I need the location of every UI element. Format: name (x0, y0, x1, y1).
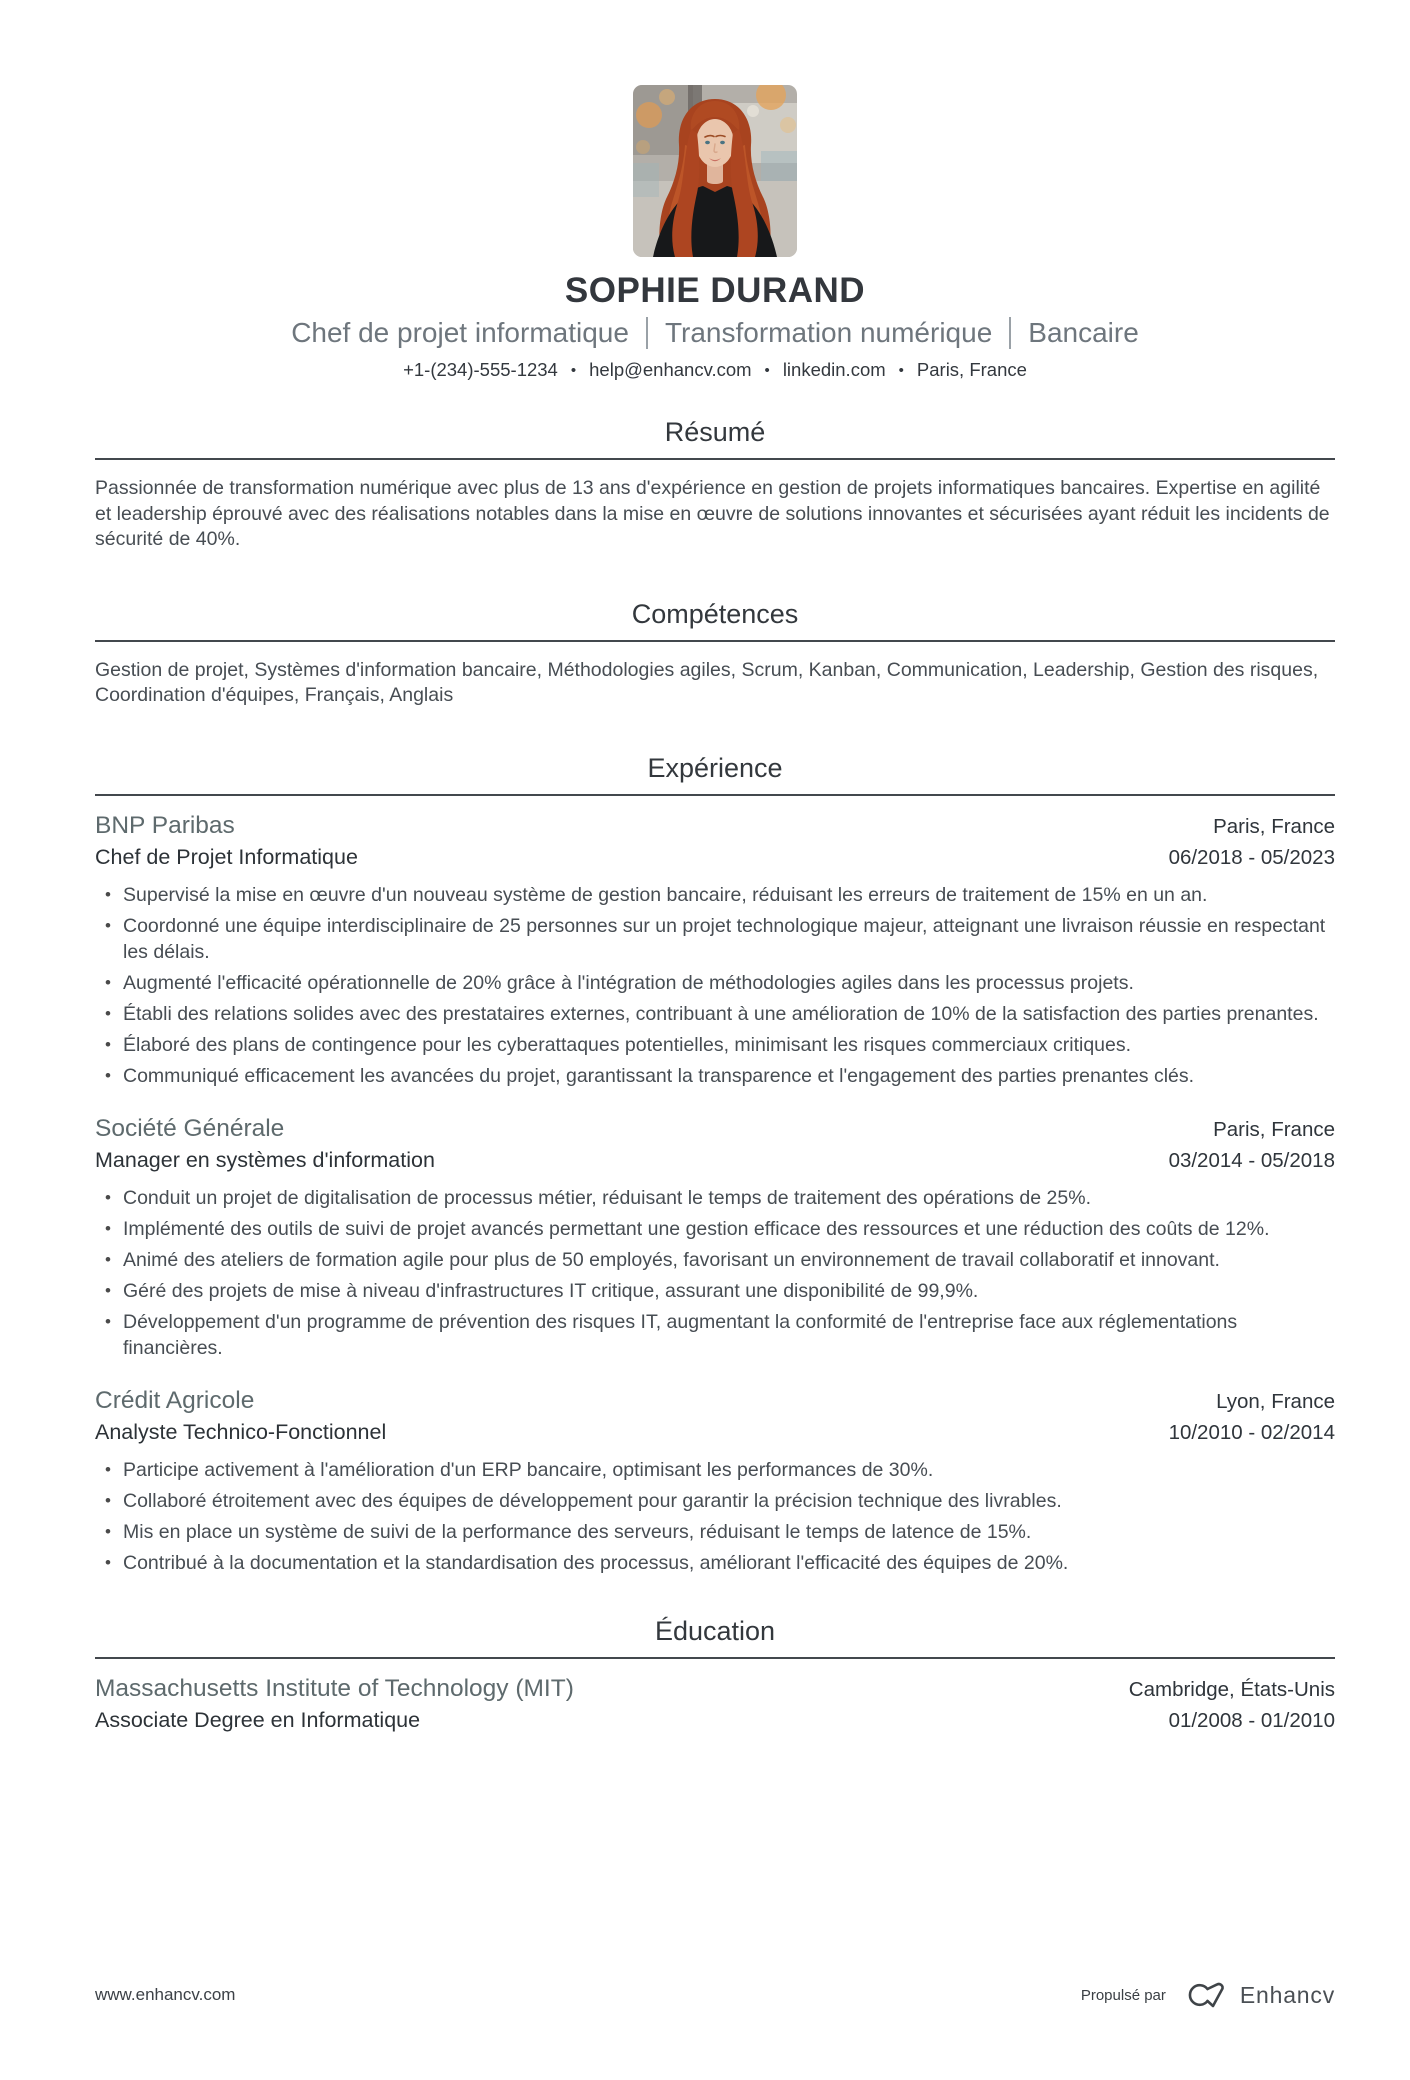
education-dates: 01/2008 - 01/2010 (1168, 1708, 1335, 1732)
bullet-item: • Géré des projets de mise à niveau d'infrastructures IT critique, assurant une disponibilité de 99,9%. (95, 1278, 1335, 1304)
section-divider (95, 458, 1335, 460)
location-text: • Paris, France (886, 359, 1027, 381)
bullet-item: • Supervisé la mise en œuvre d'un nouveau système de gestion bancaire, réduisant les erreurs de traitement de 15% en un an. (95, 882, 1335, 908)
tagline-part-3: Bancaire (1009, 317, 1139, 349)
bullet-item: • Animé des ateliers de formation agile pour plus de 50 employés, favorisant un environnement de travail collaboratif et innovant. (95, 1247, 1335, 1273)
bullet-item: • Conduit un projet de digitalisation de processus métier, réduisant le temps de traitement des opérations de 25%. (95, 1185, 1335, 1211)
website-link[interactable]: www.enhancv.com (95, 1985, 236, 2004)
summary-title: Résumé (664, 417, 766, 447)
job-header-row (95, 1115, 1335, 1143)
job-location: Paris, France (1213, 814, 1335, 838)
person-name: SOPHIE DURAND (564, 271, 866, 310)
phone-number: +1-(234)-555-1234 (403, 359, 558, 380)
profile-photo (633, 85, 797, 257)
education-entry (95, 1675, 1335, 1733)
job-entry-societe-generale (95, 1115, 1335, 1361)
contact-row (95, 359, 1335, 381)
email-link[interactable]: • help@enhancv.com (558, 359, 752, 381)
job-dates: 10/2010 - 02/2014 (1168, 1420, 1335, 1444)
bullet-item: • Élaboré des plans de contingence pour les cyberattaques potentielles, minimisant les risques commerciaux critiques. (95, 1032, 1335, 1058)
job-title-row (95, 1148, 1335, 1173)
education-title: Éducation (654, 1615, 776, 1646)
degree-name: Associate Degree en Informatique (95, 1707, 421, 1732)
section-experience (95, 753, 1335, 1576)
job-title: Analyste Technico-Fonctionnel (95, 1419, 387, 1444)
education-degree-row (95, 1708, 1335, 1733)
powered-by-label: Propulsé par (1080, 1986, 1166, 2004)
resume-page (0, 85, 1410, 2080)
section-summary (95, 417, 1335, 553)
bullet-item: • Collaboré étroitement avec des équipes de développement pour garantir la précision technique des livrables. (95, 1488, 1335, 1514)
job-title-row (95, 1420, 1335, 1445)
education-header-row (95, 1675, 1335, 1703)
job-dates: 06/2018 - 05/2023 (1168, 845, 1335, 869)
linkedin-link[interactable]: • linkedin.com (752, 359, 886, 381)
experience-title: Expérience (647, 752, 783, 783)
school-location: Cambridge, États-Unis (1128, 1677, 1335, 1701)
job-bullet-list (95, 882, 1335, 1089)
school-name: Massachusetts Institute of Technology (MIT) (95, 1674, 574, 1702)
bullet-item: • Coordonné une équipe interdisciplinaire de 25 personnes sur un projet technologique majeur, atteignant une livraison réussie en respectant les délais. (95, 913, 1335, 965)
job-bullet-list (95, 1185, 1335, 1361)
powered-by-group (1081, 1980, 1335, 2010)
job-entry-credit-agricole (95, 1387, 1335, 1576)
brand-wordmark: Enhancv (1239, 1981, 1335, 2008)
job-title: Manager en systèmes d'information (95, 1147, 435, 1172)
bullet-item: • Établi des relations solides avec des prestataires externes, contribuant à une amélioration de 10% de la satisfaction des parties prenantes. (95, 1001, 1335, 1027)
tagline (95, 317, 1335, 349)
bullet-item: • Implémenté des outils de suivi de projet avancés permettant une gestion efficace des ressources et une réduction des coûts de 12%. (95, 1216, 1335, 1242)
bullet-item: • Développement d'un programme de prévention des risques IT, augmentant la conformité de l'entreprise face aux réglementations financières. (95, 1309, 1335, 1361)
bullet-item: • Communiqué efficacement les avancées du projet, garantissant la transparence et l'engagement des parties prenantes clés. (95, 1063, 1335, 1089)
company-name: BNP Paribas (95, 811, 235, 839)
portrait-illustration (633, 85, 797, 257)
job-header-row (95, 812, 1335, 840)
tagline-part-1: Chef de projet informatique (291, 317, 629, 348)
section-divider (95, 1657, 1335, 1659)
bullet-item: • Contribué à la documentation et la standardisation des processus, améliorant l'efficacité des équipes de 20%. (95, 1550, 1335, 1576)
summary-text: Passionnée de transformation numérique avec plus de 13 ans d'expérience en gestion de projets informatiques bancaires. Expertise en agilité et leadership éprouvé avec des réalisations notables dans la mise en œuvre de solutions innovantes et sécurisées ayant réduit les incidents de sécurité de 40%. (95, 477, 1330, 550)
section-education (95, 1616, 1335, 1733)
job-title: Chef de Projet Informatique (95, 844, 358, 869)
job-title-row (95, 845, 1335, 870)
bullet-item: • Augmenté l'efficacité opérationnelle de 20% grâce à l'intégration de méthodologies agiles dans les processus projets. (95, 970, 1335, 996)
bullet-item: • Participe activement à l'amélioration d'un ERP bancaire, optimisant les performances de 30%. (95, 1457, 1335, 1483)
page-footer (95, 1980, 1335, 2010)
job-location: Lyon, France (1216, 1389, 1335, 1413)
job-header-row (95, 1387, 1335, 1415)
tagline-part-2: Transformation numérique (646, 317, 992, 349)
job-bullet-list (95, 1457, 1335, 1576)
company-name: Société Générale (95, 1114, 285, 1142)
job-dates: 03/2014 - 05/2018 (1168, 1148, 1335, 1172)
section-divider (95, 640, 1335, 642)
enhancv-logo-icon (1180, 1980, 1226, 2010)
resume-header (95, 85, 1335, 381)
section-divider (95, 794, 1335, 796)
job-entry-bnp-paribas (95, 812, 1335, 1089)
job-location: Paris, France (1213, 1117, 1335, 1141)
company-name: Crédit Agricole (95, 1386, 255, 1414)
skills-title: Compétences (631, 598, 799, 629)
section-skills (95, 599, 1335, 709)
skills-text: Gestion de projet, Systèmes d'information bancaire, Méthodologies agiles, Scrum, Kanban, Communication, Leadership, Gestion des risques, Coordination d'équipes, Français, Anglais (95, 658, 1319, 706)
bullet-item: • Mis en place un système de suivi de la performance des serveurs, réduisant le temps de latence de 15%. (95, 1519, 1335, 1545)
